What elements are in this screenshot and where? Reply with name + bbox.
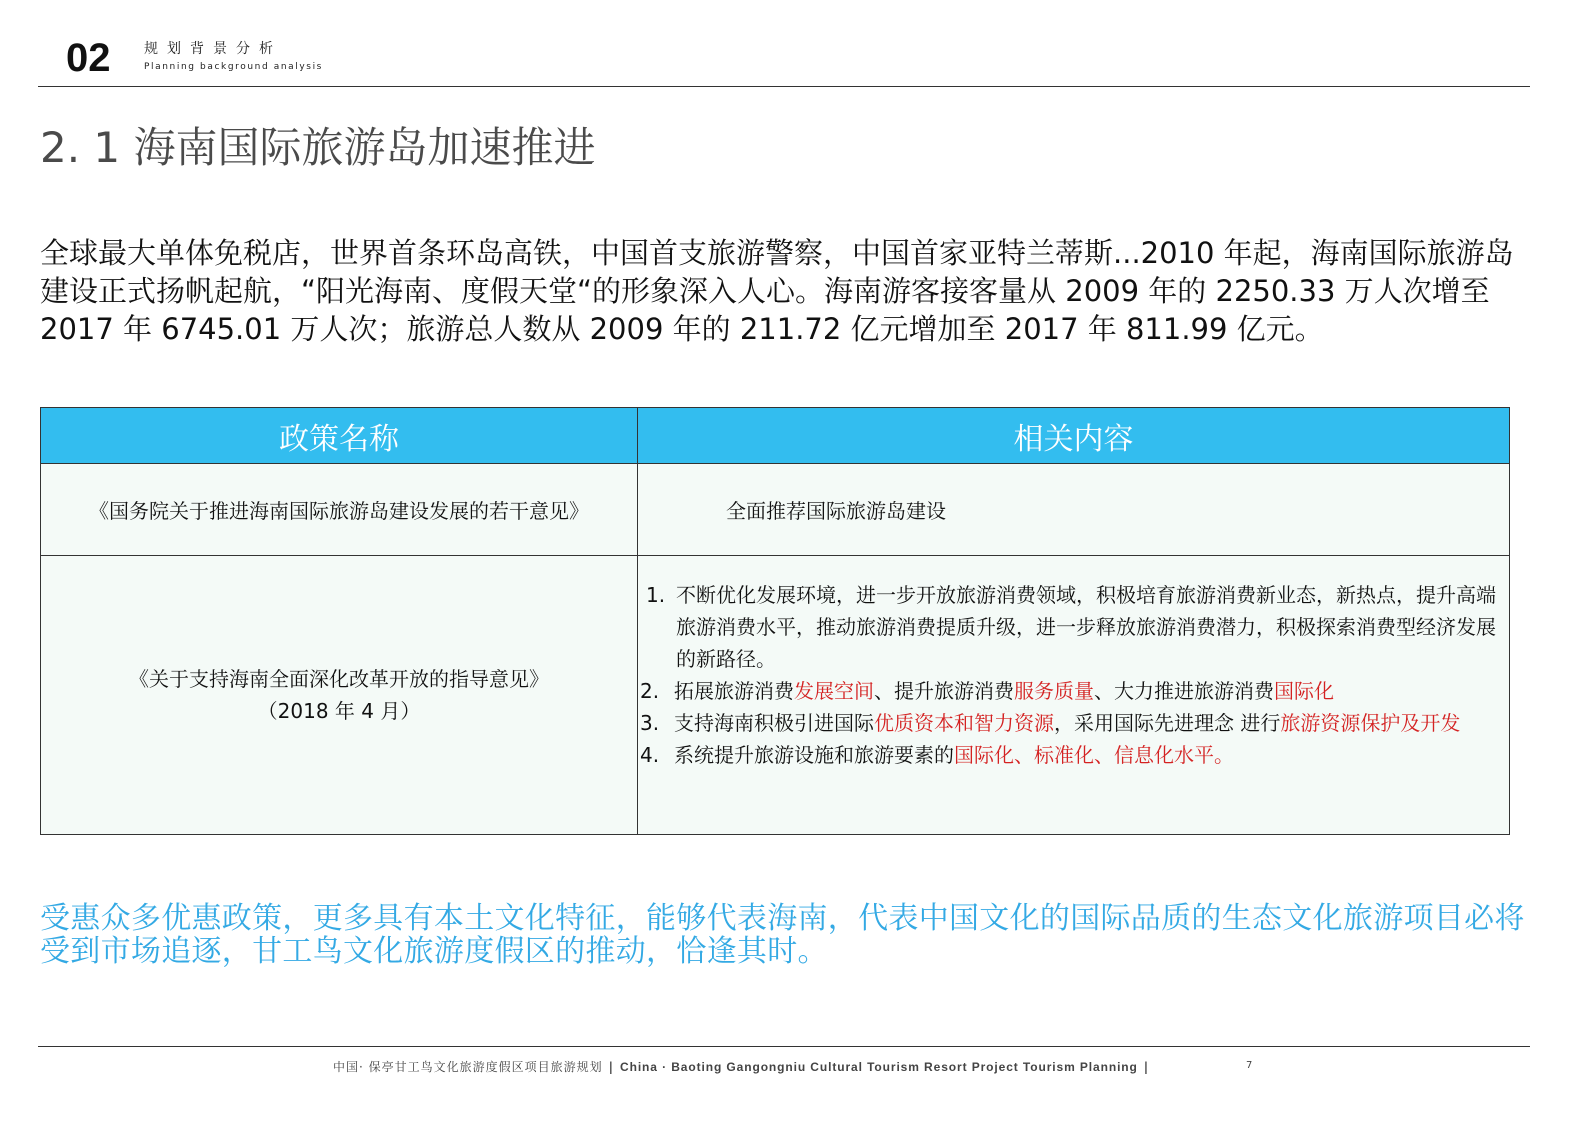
footer-separator: | [608,1060,615,1074]
footer [333,1058,1155,1075]
footer-separator: | [1143,1060,1150,1074]
list-item: 3. 支持海南积极引进国际优质资本和智力资源，采用国际先进理念 进行旅游资源保护及开发 [640,711,1461,735]
footer-divider [38,1046,1530,1047]
page-number: 7 [1246,1060,1253,1071]
footer-title-cn: 中国· 保亭甘工鸟文化旅游度假区项目旅游规划 [333,1060,603,1074]
policy-content-cell: 全面推荐国际旅游岛建设 [638,464,1510,556]
header-divider [38,86,1530,87]
section-title-en: Planning background analysis [144,62,323,72]
policy-content-cell [638,556,1510,835]
list-item: 1. 不断优化发展环境，进一步开放旅游消费领域，积极培育旅游消费新业态，新热点，提升高端旅游消费水平，推动旅游消费提质升级，进一步释放旅游消费潜力，积极探索消费型经济发展的新路径。 [646,583,1496,671]
highlight-text: 优质资本和智力资源 [874,711,1054,735]
content-list [638,579,1509,811]
policy-name-cell [41,556,638,835]
intro-paragraph: 全球最大单体免税店，世界首条环岛高铁，中国首支旅游警察，中国首家亚特兰蒂斯...2010 年起，海南国际旅游岛建设正式扬帆起航，“阳光海南、度假天堂“的形象深入人心。海南游客接客量从 2009 年的 2250.33 万人次增至 2017 年 6745.01 万人次；旅游总人数从 2009 年的 211.72 亿元增加至 2017 年 811.99 亿元。 [40,236,1514,346]
policy-date: （2018 年 4 月） [257,699,421,723]
list-item: 4. 系统提升旅游设施和旅游要素的国际化、标准化、信息化水平。 [640,743,1234,767]
table-row [41,556,1510,835]
policy-name-cell: 《国务院关于推进海南国际旅游岛建设发展的若干意见》 [41,464,638,556]
footer-title-en: China · Baoting Gangongniu Cultural Tourism Resort Project Tourism Planning [620,1060,1138,1074]
highlight-text: 服务质量 [1014,679,1094,703]
section-number: 02 [66,36,111,80]
section-title-cn: 规划背景分析 [144,41,282,57]
policy-name: 《关于支持海南全面深化改革开放的指导意见》 [129,667,549,691]
table-row [41,464,1510,556]
table-header-row [41,408,1510,464]
policy-table [40,407,1510,835]
page-title: 2. 1 海南国际旅游岛加速推进 [40,123,596,172]
highlight-text: 发展空间 [794,679,874,703]
header-policy-name: 政策名称 [41,408,638,464]
highlight-text: 旅游资源保护及开发 [1280,711,1461,735]
header-related-content: 相关内容 [638,408,1510,464]
conclusion-text: 受惠众多优惠政策，更多具有本土文化特征，能够代表海南，代表中国文化的国际品质的生态文化旅游项目必将受到市场追逐，甘工鸟文化旅游度假区的推动，恰逢其时。 [40,901,1525,969]
list-item: 2. 拓展旅游消费发展空间、提升旅游消费服务质量、大力推进旅游消费国际化 [640,679,1334,703]
highlight-text: 国际化、标准化、信息化水平。 [954,743,1234,767]
highlight-text: 国际化 [1274,679,1334,703]
